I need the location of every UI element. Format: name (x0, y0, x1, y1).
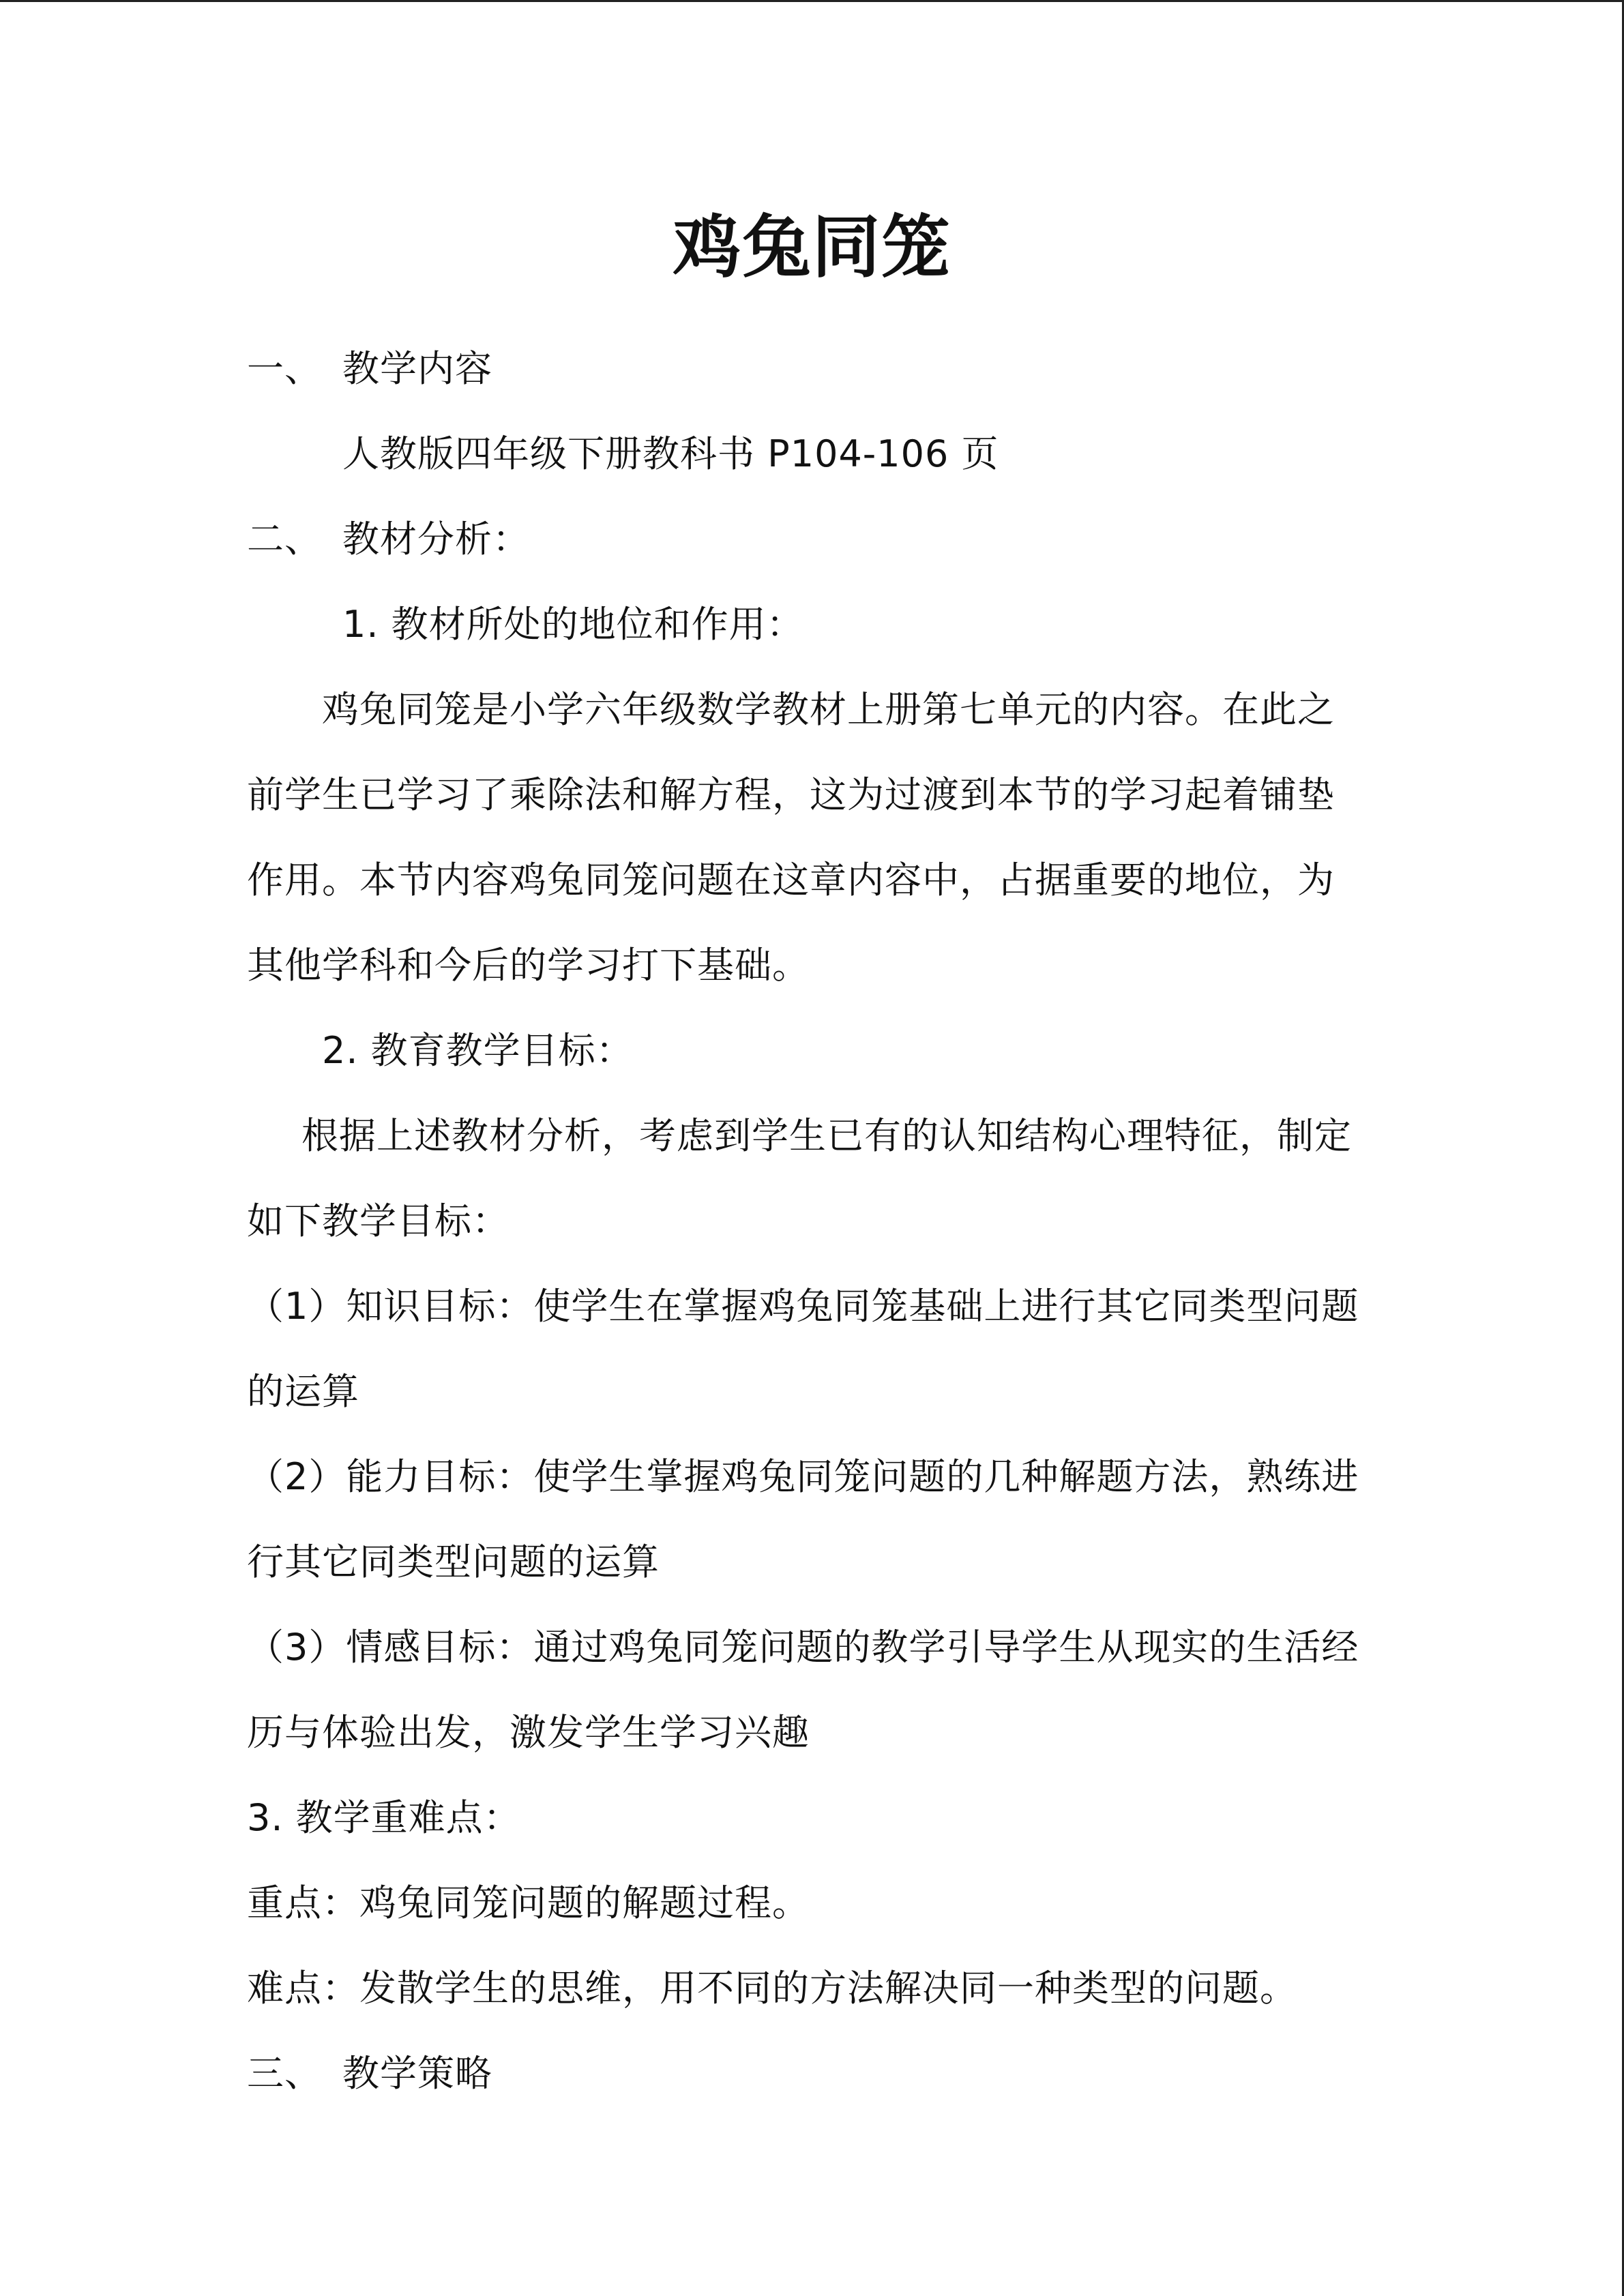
section-title: 教学策略 (342, 2052, 492, 2095)
goal-ability-cont: 行其它同类型问题的运算 (247, 1540, 660, 1583)
goal-ability: （2）能力目标：使学生掌握鸡兔同笼问题的几种解题方法，熟练进 (247, 1455, 1359, 1498)
textbook-reference: 人教版四年级下册教科书 P104-106 页 (342, 432, 999, 475)
paragraph-line: 作用。本节内容鸡兔同笼问题在这章内容中，占据重要的地位，为 (247, 859, 1335, 901)
section-number: 一、 (247, 347, 322, 390)
section-number: 二、 (247, 518, 322, 561)
section-heading-1 (247, 342, 492, 396)
section-title: 教学内容 (342, 347, 492, 390)
goal-emotion: （3）情感目标：通过鸡兔同笼问题的教学引导学生从现实的生活经 (247, 1626, 1359, 1669)
subsection-heading-1: 1. 教材所处的地位和作用： (342, 603, 804, 646)
goal-knowledge: （1）知识目标：使学生在掌握鸡兔同笼基础上进行其它同类型问题 (247, 1285, 1359, 1328)
paragraph-line: 根据上述教材分析，考虑到学生已有的认知结构心理特征，制定 (301, 1114, 1352, 1157)
paragraph-line: 鸡兔同笼是小学六年级数学教材上册第七单元的内容。在此之 (322, 688, 1335, 731)
paragraph-line: 其他学科和今后的学习打下基础。 (247, 944, 810, 987)
document-title: 鸡兔同笼 (673, 207, 951, 287)
paragraph-line: 如下教学目标： (247, 1199, 510, 1242)
goal-knowledge-cont: 的运算 (247, 1370, 359, 1413)
subsection-heading-2: 2. 教育教学目标： (322, 1029, 634, 1072)
section-heading-3 (247, 2046, 492, 2101)
key-point: 重点：鸡兔同笼问题的解题过程。 (247, 1881, 810, 1924)
section-title: 教材分析： (342, 518, 530, 561)
goal-emotion-cont: 历与体验出发，激发学生学习兴趣 (247, 1711, 810, 1754)
section-heading-2 (247, 512, 530, 567)
subsection-heading-3: 3. 教学重难点： (247, 1796, 521, 1839)
difficult-point: 难点：发散学生的思维，用不同的方法解决同一种类型的问题。 (247, 1967, 1297, 2010)
section-number: 三、 (247, 2052, 322, 2095)
paragraph-line: 前学生已学习了乘除法和解方程，这为过渡到本节的学习起着铺垫 (247, 773, 1335, 816)
